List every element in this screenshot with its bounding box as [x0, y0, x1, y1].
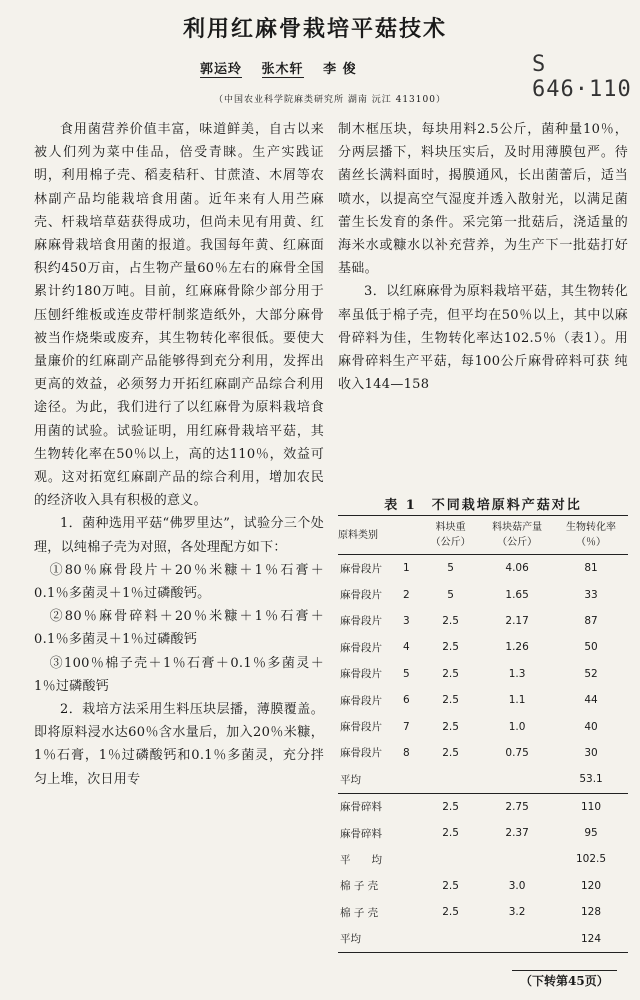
cell-category: 麻骨段片 — [340, 668, 382, 681]
cell-weight: 2.5 — [442, 720, 459, 733]
cell-category: 麻骨碎料 — [340, 827, 382, 840]
cell-weight: 2.5 — [421, 793, 480, 820]
cell-number: 7 — [403, 720, 410, 733]
cell-category: 麻骨段片 — [340, 641, 382, 654]
section-2-continued: 制木框压块，每块用料2.5公斤，菌种量10％，分两层播下，料块压实后，及时用薄膜包严。待菌丝长满料面时，揭膜通风，长出菌蕾后，适当喷水，以提高空气湿度并透入散射光，以满足菌蕾生长发育的条件。采完第一批菇后，浇适量的海米水或糠水以补充营养，为生产下一批菇打好基础。 — [338, 122, 628, 277]
header-rate-label: 生物转化率 — [566, 522, 617, 533]
table-row — [338, 899, 628, 925]
cell-category: 平均 — [340, 773, 361, 786]
left-column — [34, 118, 324, 791]
cell-category: 麻骨段片 — [340, 694, 382, 707]
article-title: 利用红麻骨栽培平菇技术 — [182, 17, 447, 42]
cell-number — [403, 925, 421, 952]
cell-weight: 2.5 — [442, 667, 459, 680]
section-2-paragraph: 2．栽培方法采用生料压块层播，薄膜覆盖。即将原料浸水达60％含水量后，加入20％米糠，1％石膏，1％过磷酸钙和0.1％多菌灵，充分拌匀上堆，次日用专 — [34, 702, 324, 787]
cell-yield: 1.3 — [508, 667, 526, 680]
table-row — [338, 634, 628, 660]
table-row — [338, 661, 628, 687]
table-row — [338, 555, 628, 582]
cell-category: 麻骨段片 — [340, 747, 382, 760]
cell-category: 棉 子 壳 — [340, 880, 379, 893]
cell-number — [403, 873, 421, 899]
table-row — [338, 687, 628, 713]
cell-weight — [421, 925, 480, 952]
cell-rate: 128 — [581, 906, 602, 919]
cell-category: 麻骨段片 — [340, 721, 382, 734]
cell-category: 麻骨段片 — [340, 562, 382, 575]
author-2: 张木轩 — [261, 62, 304, 77]
cell-yield: 4.06 — [505, 562, 529, 575]
table-title: 表 1 不同栽培原料产菇对比 — [384, 498, 582, 513]
formula-2: ②80％麻骨碎料＋20％米糠＋1％石膏＋0.1％多菌灵＋1％过磷酸钙 — [34, 609, 324, 648]
cell-number: 4 — [403, 641, 410, 654]
cell-weight: 2.5 — [442, 827, 459, 840]
cell-number — [403, 846, 421, 872]
cell-yield: 0.75 — [505, 746, 529, 759]
cell-yield: 3.0 — [508, 879, 526, 892]
cell-number — [403, 899, 421, 925]
cell-number — [403, 793, 421, 820]
cell-weight: 2.5 — [442, 746, 459, 759]
intro-paragraph: 食用菌营养价值丰富，味道鲜美，自古以来被人们列为菜中佳品，倍受青睐。生产实践证明，利用棉子壳、稻麦秸秆、甘蔗渣、木屑等农林副产品均能栽培食用菌。近年来有人用苎麻壳、杆栽培草菇获得成功，但尚未见有用黄、红麻麻骨栽培食用菌的报道。我国每年黄、红麻面积约450万亩，占生物产量60％左右的麻骨全国累计约180万吨。目前，红麻麻骨除少部分用于压刨纤维板或连皮带杆制浆造纸外，大部分麻骨被当作烧柴或废弃，其生物转化率很低。要使大量廉价的红麻副产品能够得到充分利用，发挥出更高的效益，必须努力开拓红麻副产品综合利用途径。为此，我们进行了以红麻骨为原料栽培食用菌的试验。试验证明，用红麻骨栽培平菇，其生物转化率在50％以上，高的达110％，效益可观。这对拓宽红麻副产品的综合利用，增加农民的经济收入具有积极的意义。 — [34, 122, 324, 509]
cell-yield: 3.2 — [508, 906, 526, 919]
cell-rate: 53.1 — [579, 773, 603, 786]
cell-yield: 1.0 — [508, 720, 526, 733]
cell-weight: 2.5 — [442, 614, 459, 627]
cell-rate: 33 — [584, 588, 598, 601]
cell-weight — [421, 766, 480, 793]
table-body — [338, 555, 628, 953]
cell-rate: 50 — [584, 641, 598, 654]
cell-rate: 120 — [581, 879, 602, 892]
author-3: 李 俊 — [323, 62, 357, 77]
formula-1: ①80％麻骨段片＋20％米糠＋1％石膏＋0.1％多菌灵＋1％过磷酸钙。 — [34, 562, 324, 602]
cell-category: 平 均 — [340, 853, 382, 866]
cell-rate: 40 — [584, 720, 598, 733]
header-yield — [480, 516, 554, 555]
cell-category: 麻骨段片 — [340, 589, 382, 602]
table-row — [338, 581, 628, 607]
cell-yield: 2.37 — [505, 827, 529, 840]
cell-weight: 2.5 — [442, 906, 459, 919]
cell-rate: 124 — [554, 925, 628, 952]
cell-rate: 52 — [584, 667, 598, 680]
cell-yield — [480, 766, 554, 793]
cell-yield: 1.1 — [508, 694, 526, 707]
handwritten-catalog-note: S 646·110 — [532, 52, 632, 102]
continued-note: （下转第45页） — [512, 970, 617, 990]
cell-category: 麻骨段片 — [340, 615, 382, 628]
yield-comparison-table — [338, 515, 628, 953]
right-column — [338, 118, 628, 396]
cell-weight: 2.5 — [442, 641, 459, 654]
header-weight-label: 料块重 — [435, 522, 466, 533]
cell-category: 平均 — [338, 925, 403, 952]
header-category: 原料类别 — [338, 516, 421, 555]
table-row — [338, 925, 628, 952]
cell-weight — [421, 846, 480, 872]
section-1-paragraph: 1．菌种选用平菇“佛罗里达”，试验分三个处理，以纯棉子壳为对照，各处理配方如下： — [34, 516, 324, 555]
cell-number — [403, 766, 421, 793]
cell-yield — [480, 846, 554, 872]
table-row — [338, 740, 628, 766]
table-row — [338, 608, 628, 634]
cell-number — [403, 820, 421, 846]
cell-number: 2 — [403, 588, 410, 601]
author-1: 郭运玲 — [200, 62, 243, 77]
cell-number: 1 — [403, 562, 410, 575]
header-weight — [421, 516, 480, 555]
cell-number: 3 — [403, 614, 410, 627]
header-yield-unit: （公斤） — [497, 537, 538, 548]
table-row — [338, 820, 628, 846]
author-line — [200, 58, 460, 77]
cell-yield — [480, 925, 554, 952]
cell-number: 8 — [403, 746, 410, 759]
cell-number: 5 — [403, 667, 410, 680]
affiliation: （中国农业科学院麻类研究所 湖南 沅江 413100） — [214, 95, 446, 105]
table-row — [338, 793, 628, 820]
cell-category: 棉 子 壳 — [340, 906, 379, 919]
cell-weight: 5 — [447, 588, 454, 601]
cell-rate: 110 — [554, 793, 628, 820]
cell-weight: 2.5 — [442, 879, 459, 892]
cell-yield: 2.75 — [480, 793, 554, 820]
cell-yield: 1.26 — [505, 641, 529, 654]
table-row — [338, 766, 628, 793]
cell-yield: 2.17 — [505, 614, 529, 627]
table-row — [338, 873, 628, 899]
cell-rate: 81 — [584, 562, 598, 575]
cell-yield: 1.65 — [505, 588, 529, 601]
cell-rate: 30 — [584, 746, 598, 759]
cell-weight: 5 — [447, 562, 454, 575]
cell-rate: 95 — [584, 827, 598, 840]
table-row — [338, 846, 628, 872]
cell-category: 麻骨碎料 — [338, 793, 403, 820]
cell-weight: 2.5 — [442, 694, 459, 707]
header-weight-unit: （公斤） — [430, 537, 471, 548]
header-rate-unit: （％） — [576, 537, 607, 548]
header-yield-label: 料块菇产量 — [492, 522, 543, 533]
section-3-paragraph: 3．以红麻麻骨为原料栽培平菇，其生物转化率虽低于棉子壳，但平均在50％以上，其中以麻骨碎料为佳，生物转化率达102.5％（表1）。用麻骨碎料生产平菇，每100公斤麻骨碎料可获 纯 收入144—158 — [338, 284, 628, 393]
cell-rate: 44 — [584, 694, 598, 707]
cell-number: 6 — [403, 694, 410, 707]
formula-3: ③100％棉子壳＋1％石膏＋0.1％多菌灵＋1％过磷酸钙 — [34, 655, 324, 694]
table-row — [338, 713, 628, 739]
header-rate — [554, 516, 628, 555]
cell-rate: 87 — [584, 614, 598, 627]
cell-rate: 102.5 — [576, 853, 607, 866]
